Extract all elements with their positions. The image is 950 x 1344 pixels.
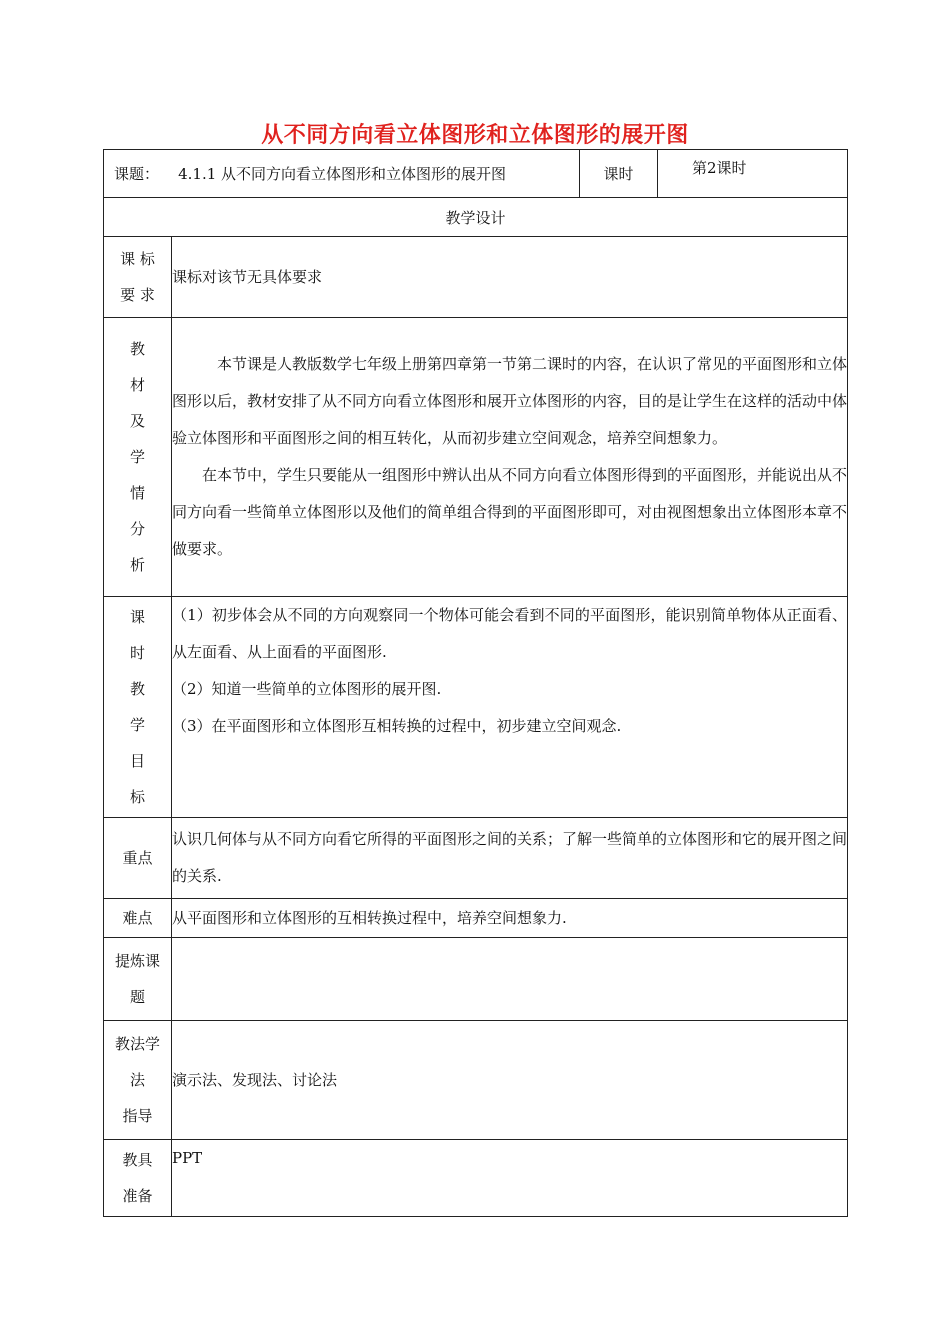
row-label-line: 及 (129, 412, 145, 430)
row-paragraph: 认识几何体与从不同方向看它所得的平面图形之间的关系；了解一些简单的立体图形和它的展开图之间的关系. (172, 830, 848, 885)
row-content (172, 899, 848, 938)
row-label-line: 要 求 (120, 286, 155, 304)
row-label-line: 重点 (122, 849, 153, 867)
row-label-line: 时 (129, 644, 145, 662)
row-paragraph: 在本节中，学生只要能从一组图形中辨认出从不同方向看立体图形得到的平面图形，并能说出从不同方向看一些简单立体图形以及他们的简单组合得到的平面图形即可，对由视图想象出立体图形本章不做要求。 (172, 466, 848, 558)
row-content (172, 597, 848, 818)
row-label (104, 318, 172, 597)
row-refine-topic (104, 938, 848, 1021)
subject-cell (104, 150, 580, 198)
row-paragraph: （1）初步体会从不同的方向观察同一个物体可能会看到不同的平面图形，能识别简单物体从正面看、从左面看、从上面看的平面图形. (172, 606, 847, 661)
row-label-line: 情 (129, 484, 145, 502)
row-label-line: 提炼课 (114, 952, 160, 970)
row-label-line: 教具 (122, 1151, 153, 1169)
row-label-line: 分 (129, 520, 145, 538)
row-paragraph: 本节课是人教版数学七年级上册第四章第一节第二课时的内容，在认识了常见的平面图形和立体图形以后，教材安排了从不同方向看立体图形和展开立体图形的内容，目的是让学生在这样的活动中体验立体图形和平面图形之间的相互转化，从而初步建立空间观念，培养空间想象力。 (172, 355, 848, 447)
row-label-line: 教 (129, 680, 145, 698)
header-row (104, 150, 848, 198)
subject-label: 课题： (114, 165, 160, 183)
row-label-line: 目 (129, 752, 145, 770)
row-label-line: 标 (129, 788, 145, 806)
row-paragraph: PPT (172, 1149, 203, 1167)
row-content (172, 1140, 848, 1217)
row-label (104, 1021, 172, 1140)
row-paragraph: （2）知道一些简单的立体图形的展开图. (172, 680, 442, 698)
row-difficulties (104, 899, 848, 938)
row-label-line: 材 (129, 376, 145, 394)
row-label (104, 1140, 172, 1217)
row-label (104, 597, 172, 818)
row-curriculum-standard (104, 237, 848, 318)
row-content (172, 318, 848, 597)
row-label-line: 学 (129, 716, 145, 734)
row-label-line: 题 (129, 988, 145, 1006)
row-label (104, 899, 172, 938)
row-teaching-aids (104, 1140, 848, 1217)
row-paragraph: 课标对该节无具体要求 (172, 267, 323, 286)
row-label-line: 准备 (122, 1187, 153, 1205)
lesson-plan-table (103, 149, 848, 1217)
row-label-line: 析 (129, 556, 145, 574)
row-label-line: 难点 (122, 909, 153, 927)
row-label-line: 法 (129, 1071, 145, 1089)
row-label-line: 教法学 (114, 1035, 160, 1053)
row-label (104, 818, 172, 899)
row-label-line: 指导 (122, 1107, 153, 1125)
row-label-line: 教 (129, 340, 145, 358)
period-label-cell (580, 150, 658, 198)
row-material-analysis (104, 318, 848, 597)
row-teaching-methods (104, 1021, 848, 1140)
row-label-line: 课 标 (120, 250, 155, 268)
row-label (104, 237, 172, 318)
row-label-line: 课 (129, 608, 145, 626)
row-paragraph: （3）在平面图形和立体图形互相转换的过程中，初步建立空间观念. (172, 717, 622, 735)
subject-value: 4.1.1 从不同方向看立体图形和立体图形的展开图 (178, 165, 507, 183)
row-content (172, 1021, 848, 1140)
period-value: 第2课时 (692, 159, 747, 177)
row-label (104, 938, 172, 1021)
row-teaching-objectives (104, 597, 848, 818)
row-content (172, 938, 848, 1021)
row-key-points (104, 818, 848, 899)
row-content (172, 818, 848, 899)
period-value-cell (658, 150, 848, 198)
period-label: 课时 (603, 165, 634, 183)
section-title: 教学设计 (104, 198, 848, 237)
row-label-line: 学 (129, 448, 145, 466)
row-content (172, 237, 848, 318)
row-paragraph: 演示法、发现法、讨论法 (172, 1070, 338, 1089)
section-title-row (104, 198, 848, 237)
row-paragraph: 从平面图形和立体图形的互相转换过程中，培养空间想象力. (172, 908, 567, 927)
document-title: 从不同方向看立体图形和立体图形的展开图 (261, 122, 689, 148)
